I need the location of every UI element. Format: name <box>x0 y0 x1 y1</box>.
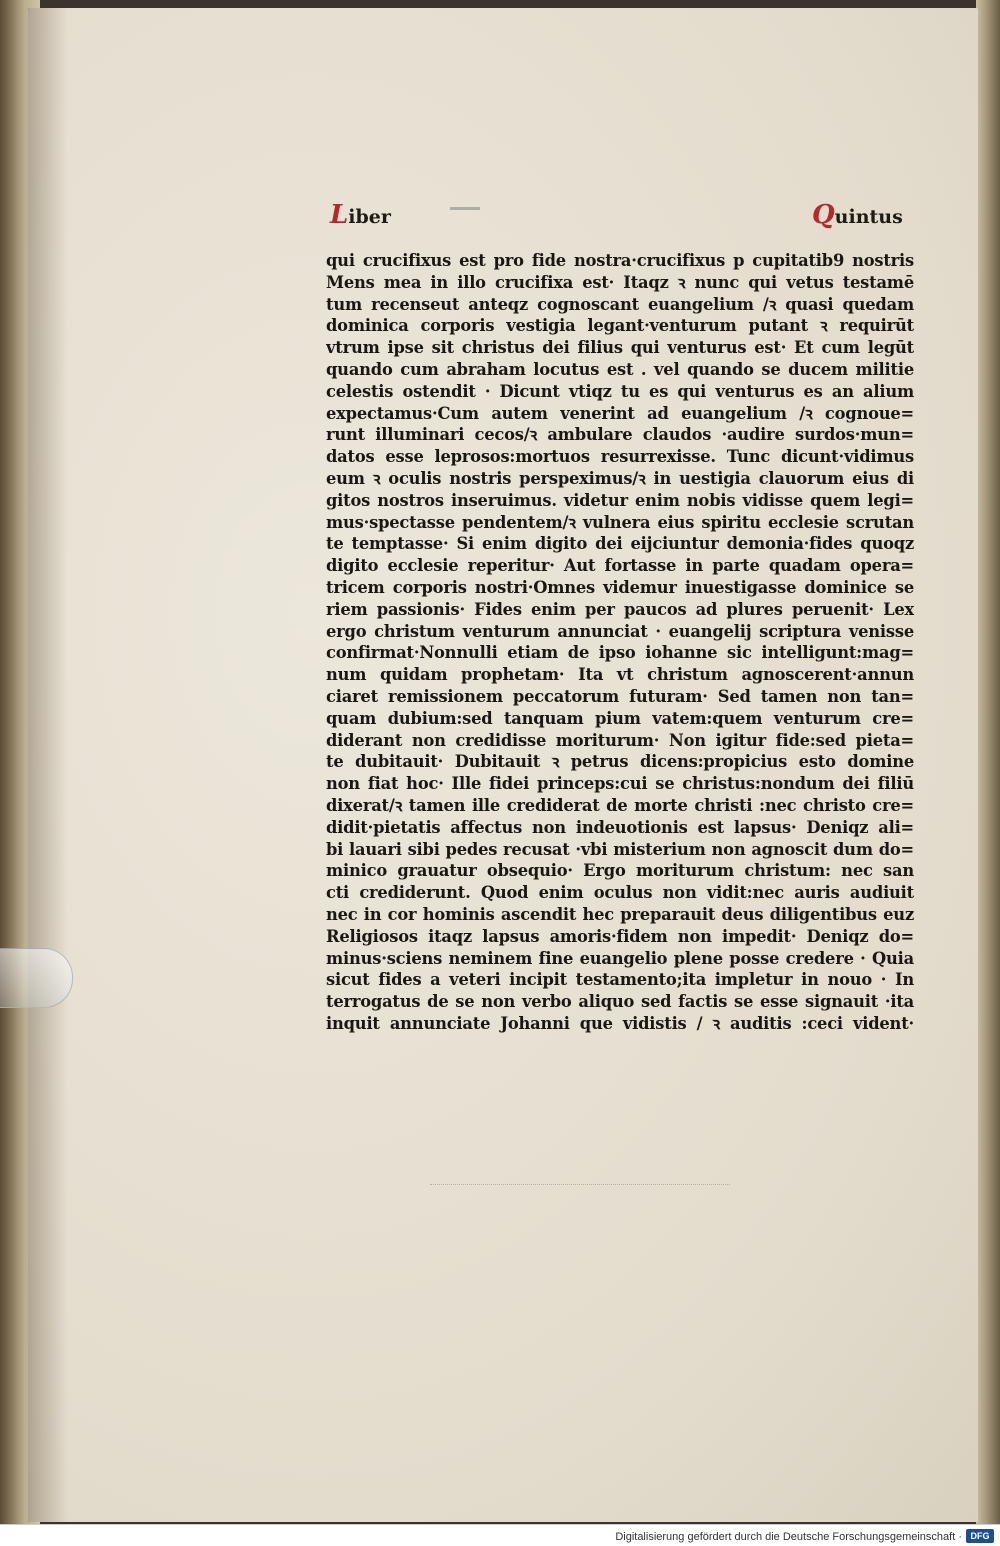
text-line: quando cum abraham locutus est . vel quando se ducem militie <box>326 359 914 379</box>
text-line: ciaret remissionem peccatorum futuram· Sed tamen non tan= <box>326 686 914 706</box>
faint-footer-marks <box>430 1184 730 1191</box>
text-line: eum ꝛ oculis nostris perspeximus/ꝛ in uestigia clauorum eius di <box>326 468 914 488</box>
page-edge <box>976 0 1000 1525</box>
text-block <box>326 250 914 1035</box>
text-line: mus·spectasse pendentem/ꝛ vulnera eius spiritu ecclesie scrutan <box>326 512 914 532</box>
rubricated-initial: L <box>330 200 349 230</box>
text-line: vtrum ipse sit christus dei filius qui venturus est· Et cum legūt <box>326 338 914 358</box>
text-line: runt illuminari cecos/ꝛ ambulare claudos ·audire surdos·mun= <box>326 425 914 445</box>
text-line: quam dubium:sed tanquam pium vatem:quem venturum cre= <box>326 708 914 728</box>
text-line: confirmat·Nonnulli etiam de ipso iohanne sic intelligunt:mag= <box>326 643 914 663</box>
text-line: digito ecclesie reperitur· Aut fortasse in parte quadam opera= <box>326 556 914 576</box>
text-line: bi lauari sibi pedes recusat ·vbi misterium non agnoscit dum do= <box>326 839 914 859</box>
rubricated-initial: Q <box>812 200 835 230</box>
text-line: ergo christum venturum annunciat · euangelij scriptura venisse <box>326 621 914 641</box>
text-line: tricem corporis nostri·Omnes videmur inuestigasse dominice se <box>326 577 914 597</box>
text-line: minico grauatur obsequio· Ergo moriturum christum: nec san <box>326 861 914 881</box>
text-line: nec in cor hominis ascendit hec preparauit deus diligentibus euz <box>326 904 914 924</box>
running-head-left <box>330 200 391 230</box>
text-line: celestis ostendit · Dicunt vtiqz tu es qui venturus es an alium <box>326 381 914 401</box>
text-line: riem passionis· Fides enim per paucos ad plures peruenit· Lex <box>326 599 914 619</box>
funding-credit: Digitalisierung gefördert durch die Deutsche Forschungsgemeinschaft · <box>615 1531 962 1543</box>
text-line: te temptasse· Si enim digito dei eijciuntur demonia·fides quoqz <box>326 534 914 554</box>
text-line: qui crucifixus est pro fide nostra·crucifixus p cupitatib9 nostris <box>326 251 914 270</box>
text-line: dixerat/ꝛ tamen ille crediderat de morte christi :nec christo cre= <box>326 795 914 815</box>
running-head-right-text: uintus <box>834 206 903 228</box>
text-line: diderant non credidisse moriturum· Non igitur fide:sed pieta= <box>326 730 914 750</box>
text-line: Mens mea in illo crucifixa est· Itaqz ꝛ nunc qui vetus testamē <box>326 272 914 292</box>
ink-smudge <box>450 207 480 210</box>
text-line: datos esse leprosos:mortuos resurrexisse. Tunc dicunt·vidimus <box>326 447 914 467</box>
text-line: te dubitauit· Dubitauit ꝛ petrus dicens:propicius esto domine <box>326 752 914 772</box>
text-line: num quidam prophetam· Ita vt christum agnoscerent·annun <box>326 665 914 685</box>
text-line: non fiat hoc· Ille fidei princeps:cui se christus:nondum dei filiū <box>326 774 914 794</box>
running-head-right <box>812 200 903 230</box>
running-head-left-text: iber <box>348 206 391 228</box>
footer-bar <box>0 1524 1000 1546</box>
text-line: terrogatus de se non verbo aliquo sed factis se esse signauit ·ita <box>326 992 914 1012</box>
dfg-logo: DFG <box>966 1529 994 1543</box>
text-line: Religiosos itaqz lapsus amoris·fidem non impedit· Deniqz do= <box>326 926 914 946</box>
text-line: sicut fides a veteri incipit testamento;ita impletur in nouo · In <box>326 970 914 990</box>
text-line: dominica corporis vestigia legant·venturum putant ꝛ requirūt <box>326 316 914 336</box>
text-line: cti crediderunt. Quod enim oculus non vidit:nec auris audiuit <box>326 883 914 903</box>
gutter-shadow <box>28 8 68 1522</box>
text-line: expectamus·Cum autem venerint ad euangelium /ꝛ cognoue= <box>326 403 914 423</box>
text-line: minus·sciens neminem fine euangelio plene posse credere · Quia <box>326 948 914 968</box>
text-line: gitos nostros inseruimus. videtur enim nobis vidisse quem legi= <box>326 490 914 510</box>
text-line: inquit annunciate Johanni que vidistis / ꝛ auditis :ceci vident· <box>326 1013 914 1033</box>
text-line: didit·pietatis affectus non indeuotionis est lapsus· Deniqz ali= <box>326 817 914 837</box>
page-clip-tab <box>0 948 73 1008</box>
text-line: tum recenseut anteqz cognoscant euangelium /ꝛ quasi quedam <box>326 294 914 314</box>
